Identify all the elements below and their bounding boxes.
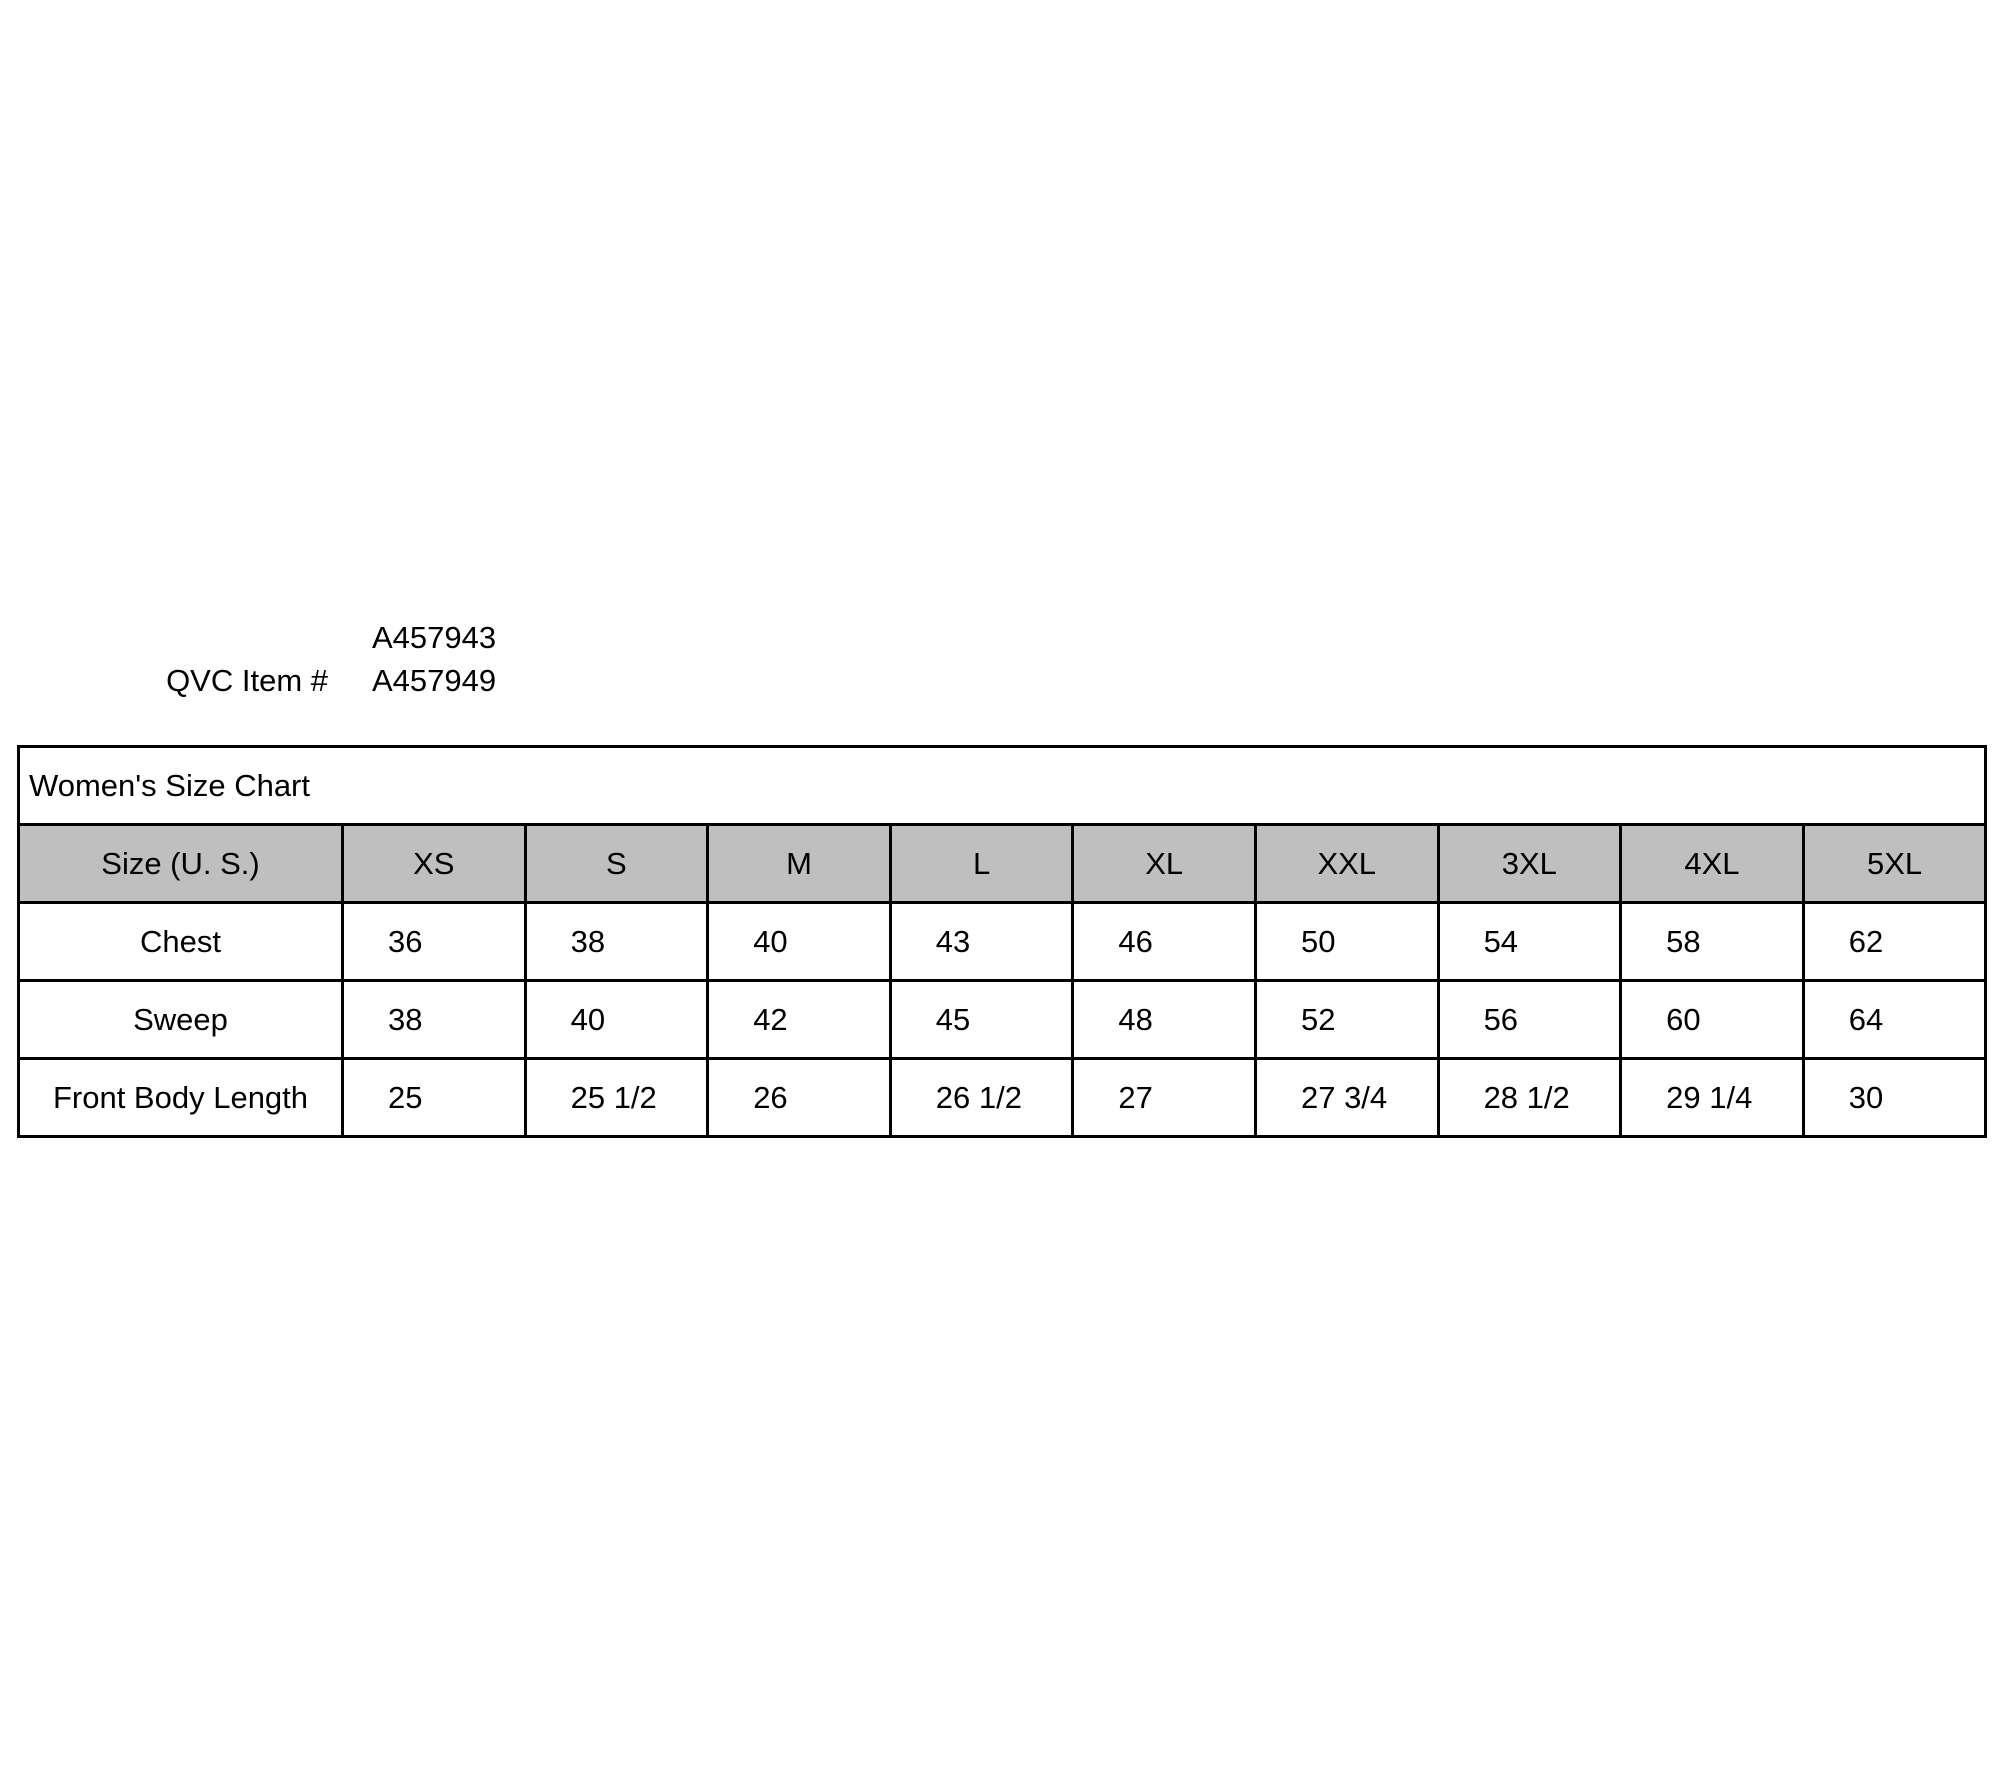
item-number-2: A457949 xyxy=(372,663,497,698)
header-size-m: M xyxy=(708,825,891,903)
table-row-front-body-length xyxy=(19,1059,1986,1137)
table-cell: 26 1/2 xyxy=(890,1059,1073,1137)
table-cell: 40 xyxy=(708,903,891,981)
header-size-4xl: 4XL xyxy=(1621,825,1804,903)
table-cell: 52 xyxy=(1255,981,1438,1059)
header-size-s: S xyxy=(525,825,708,903)
table-cell: 60 xyxy=(1621,981,1804,1059)
table-cell: 64 xyxy=(1803,981,1986,1059)
table-cell: 40 xyxy=(525,981,708,1059)
title-row xyxy=(19,747,1986,825)
table-cell: 62 xyxy=(1803,903,1986,981)
row-label-chest: Chest xyxy=(19,903,343,981)
table-cell: 45 xyxy=(890,981,1073,1059)
table-cell: 28 1/2 xyxy=(1438,1059,1621,1137)
header-size-label: Size (U. S.) xyxy=(19,825,343,903)
header-size-xl: XL xyxy=(1073,825,1256,903)
table-cell: 27 3/4 xyxy=(1255,1059,1438,1137)
size-chart-table xyxy=(17,745,1987,1138)
table-cell: 50 xyxy=(1255,903,1438,981)
table-cell: 29 1/4 xyxy=(1621,1059,1804,1137)
item-label: QVC Item # xyxy=(166,663,328,698)
header-size-xs: XS xyxy=(343,825,526,903)
table-row-chest xyxy=(19,903,1986,981)
table-cell: 27 xyxy=(1073,1059,1256,1137)
header-size-3xl: 3XL xyxy=(1438,825,1621,903)
header-size-l: L xyxy=(890,825,1073,903)
table-cell: 58 xyxy=(1621,903,1804,981)
table-cell: 42 xyxy=(708,981,891,1059)
table-cell: 25 xyxy=(343,1059,526,1137)
header-size-5xl: 5XL xyxy=(1803,825,1986,903)
chart-title: Women's Size Chart xyxy=(19,747,1986,825)
table-cell: 56 xyxy=(1438,981,1621,1059)
table-cell: 48 xyxy=(1073,981,1256,1059)
row-label-front-body-length: Front Body Length xyxy=(19,1059,343,1137)
row-label-sweep: Sweep xyxy=(19,981,343,1059)
table-cell: 26 xyxy=(708,1059,891,1137)
header-size-xxl: XXL xyxy=(1255,825,1438,903)
item-number-1: A457943 xyxy=(372,620,497,655)
table-row-sweep xyxy=(19,981,1986,1059)
table-cell: 38 xyxy=(343,981,526,1059)
table-cell: 25 1/2 xyxy=(525,1059,708,1137)
table-cell: 30 xyxy=(1803,1059,1986,1137)
table-cell: 43 xyxy=(890,903,1073,981)
table-cell: 36 xyxy=(343,903,526,981)
table-cell: 46 xyxy=(1073,903,1256,981)
header-row xyxy=(19,825,1986,903)
table-cell: 38 xyxy=(525,903,708,981)
table-cell: 54 xyxy=(1438,903,1621,981)
